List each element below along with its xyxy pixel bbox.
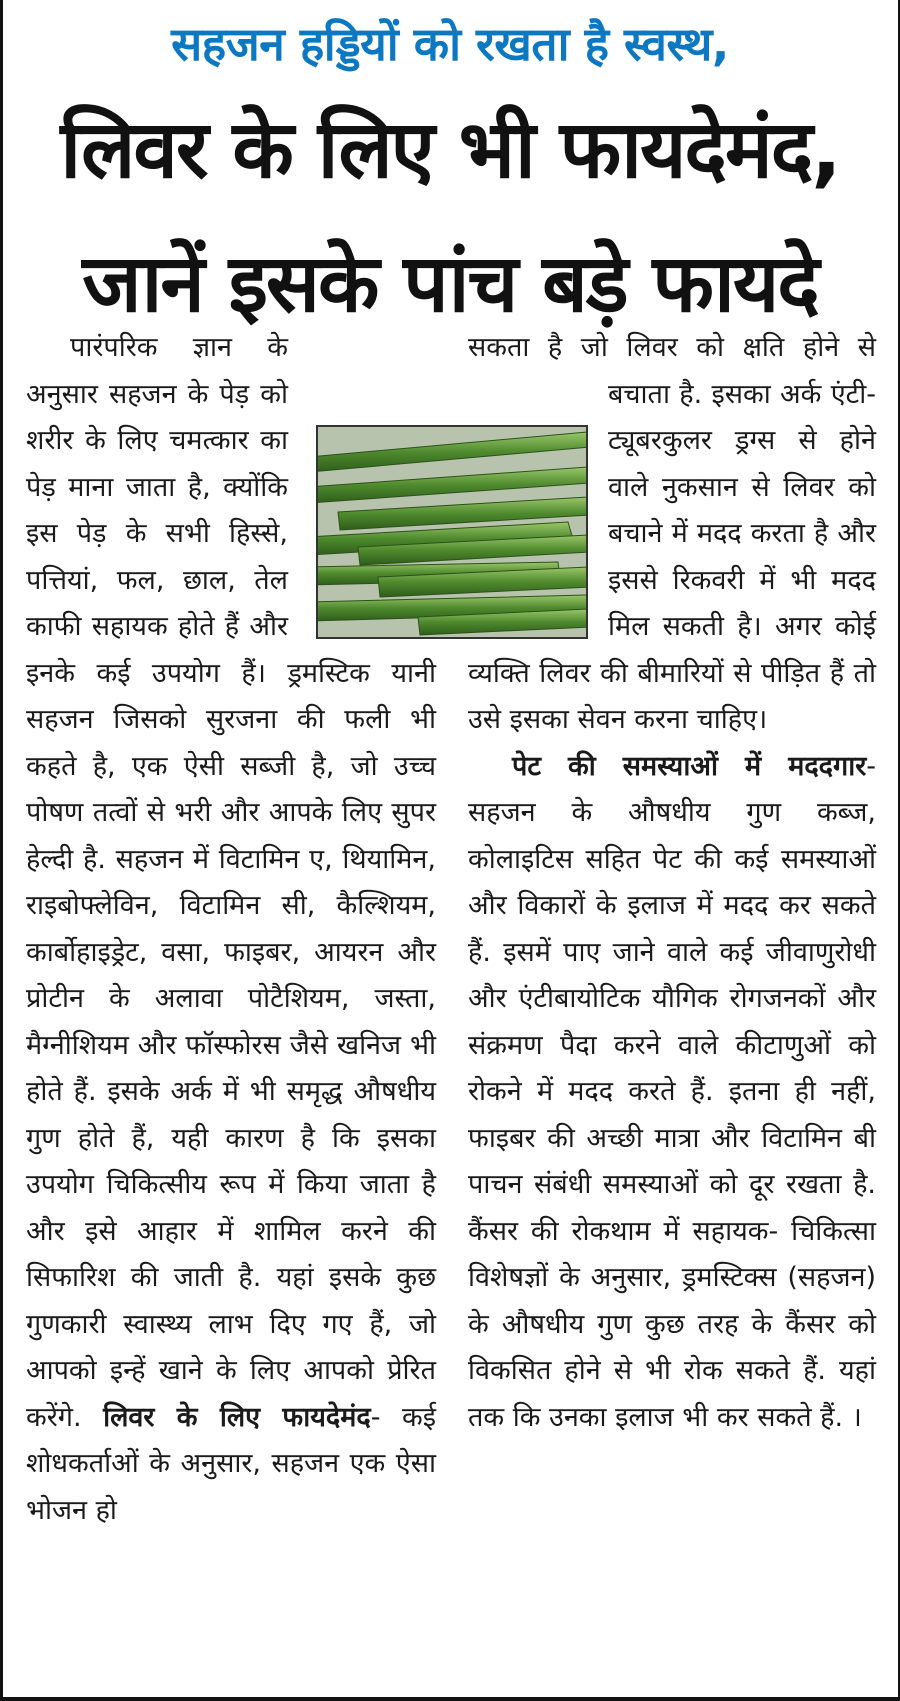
stomach-benefit-heading: पेट की समस्याओं में मददगार <box>512 750 867 782</box>
article-left-column <box>26 325 436 1534</box>
photo-wrap-spacer-left <box>288 418 436 628</box>
article-kicker: सहजन हड्डियों को रखता है स्वस्थ, <box>171 17 729 71</box>
liver-benefit-text: - कई शोधकर्ताओं के अनुसार, सहजन एक ऐसा भोजन हो <box>26 1401 436 1526</box>
article-headline-line-1: लिवर के लिए भी फायदेमंद, <box>60 103 840 196</box>
article-headline-line-2: जानें इसके पांच बड़े फायदे <box>82 237 818 330</box>
liver-benefit-continued: सकता है जो लिवर को क्षति होने से बचाता है. इसका अर्क एंटी-ट्यूबरकुलर ड्रग्स से होने वाले नुकसान से लिवर को बचाने में मदद करता है और इससे रिकवरी में भी मदद मिल सकती है। अगर कोई व्यक्ति लिवर की बीमारियों से पीड़ित हैं तो उसे इसका सेवन करना चाहिए। <box>468 332 876 735</box>
intro-paragraph: पारंपरिक ज्ञान के अनुसार सहजन के पेड़ को शरीर के लिए चमत्कार का पेड़ माना जाता है, क्योंकि इस पेड़ के सभी हिस्से, पत्तियां, फल, छाल, तेल काफी सहायक होते हैं और इनके कई उपयोग हैं। ड्रमस्टिक यानी सहजन जिसको सुरजना की फली भी कहते है, एक ऐसी सब्जी है, जो उच्च पोषण तत्वों से भरी और आपके लिए सुपर हेल्दी है. सहजन में विटामिन ए, थियामिन, राइबोफ्लेविन, विटामिन सी, कैल्शियम, कार्बोहाइड्रेट, वसा, फाइबर, आयरन और प्रोटीन के अलावा पोटैशियम, जस्ता, मैग्नीशियम और फॉस्फोरस जैसे खनिज भी होते हैं. इसके अर्क में भी समृद्ध औषधीय गुण होते हैं, यही कारण है कि इसका उपयोग चिकित्सीय रूप में किया जाता है और इसे आहार में शामिल करने की सिफारिश की जाती है. यहां इसके कुछ गुणकारी स्वास्थ्य लाभ दिए गए हैं, जो आपको इन्हें खाने के लिए आपको प्रेरित करेंगे. <box>26 332 436 1433</box>
cancer-benefit-heading: कैंसर की रोकथाम में सहायक <box>468 1215 769 1247</box>
photo-wrap-spacer-right <box>468 417 608 645</box>
liver-benefit-heading: लिवर के लिए फायदेमंद <box>103 1401 371 1433</box>
cancer-benefit-text: - चिकित्सा विशेषज्ञों के अनुसार, ड्रमस्टिक्स (सहजन) के औषधीय गुण कुछ तरह के कैंसर को विकसित होने से भी रोक सकते हैं. यहां तक कि उनका इलाज भी कर सकते हैं. । <box>468 1215 876 1433</box>
article-right-column <box>468 325 876 1441</box>
bottom-border-rule <box>0 1697 900 1701</box>
stomach-benefit-text: - सहजन के औषधीय गुण कब्ज, कोलाइटिस सहित पेट की कई समस्याओं और विकारों के इलाज में मदद कर सकते हैं. इसमें पाए जाने वाले कई जीवाणुरोधी और एंटीबायोटिक यौगिक रोगजनकों और संक्रमण पैदा करने वाले कीटाणुओं को रोकने में मदद करते हैं. इतना ही नहीं, फाइबर की अच्छी मात्रा और विटामिन बी पाचन संबंधी समस्याओं को दूर रखता है. <box>468 750 876 1200</box>
